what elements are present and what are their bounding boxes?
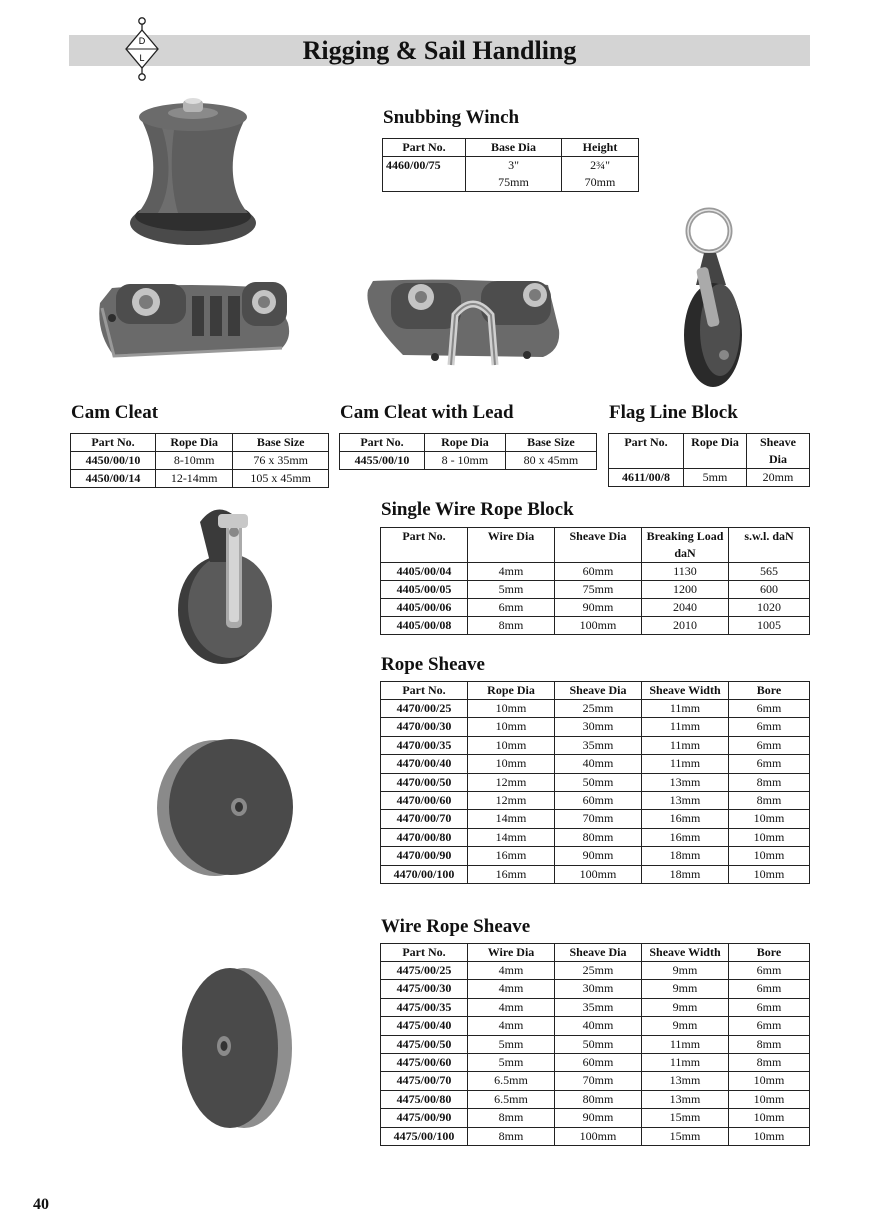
table-cell: 10mm: [729, 1090, 810, 1108]
table-cell: 76 x 35mm: [233, 452, 329, 470]
table-cell: 16mm: [468, 865, 555, 883]
table-row: [71, 452, 329, 470]
table-row: [381, 617, 810, 635]
table-row: [381, 1072, 810, 1090]
part-number-cell: 4470/00/100: [381, 865, 468, 883]
column-header: Rope Dia: [156, 434, 233, 452]
wire-rope-sheave-title: Wire Rope Sheave: [381, 916, 531, 937]
table-row: [381, 563, 810, 581]
table-row: [381, 980, 810, 998]
column-header: Sheave Width: [642, 944, 729, 962]
rope-sheave-image: [153, 738, 298, 878]
part-number-cell: 4475/00/90: [381, 1109, 468, 1127]
table-cell: 8mm: [468, 617, 555, 635]
header-bar: [69, 35, 810, 66]
table-row: [340, 452, 597, 470]
column-header: Height: [562, 139, 639, 157]
logo-letter-d: D: [138, 36, 146, 46]
part-number-cell: 4475/00/25: [381, 962, 468, 980]
table-cell: 50mm: [555, 1035, 642, 1053]
table-cell: 8 - 10mm: [425, 452, 506, 470]
table-cell: 75mm: [466, 174, 562, 192]
table-cell: 16mm: [642, 828, 729, 846]
table-cell: 8-10mm: [156, 452, 233, 470]
cam-cleat-table: [70, 433, 329, 488]
table-cell: 40mm: [555, 755, 642, 773]
table-cell: 11mm: [642, 700, 729, 718]
table-row: [381, 1090, 810, 1108]
part-number-cell: 4470/00/70: [381, 810, 468, 828]
table-cell: 100mm: [555, 617, 642, 635]
table-cell: 4mm: [468, 962, 555, 980]
table-cell: 5mm: [468, 1035, 555, 1053]
table-cell: 2¾": [562, 157, 639, 175]
table-cell: 80 x 45mm: [505, 452, 596, 470]
cam-cleat-with-lead-table: [339, 433, 597, 470]
table-cell: 6mm: [729, 755, 810, 773]
column-header: Sheave Dia: [555, 682, 642, 700]
table-row: [381, 581, 810, 599]
table-cell: 1200: [642, 581, 729, 599]
part-number-cell: 4450/00/14: [71, 470, 156, 488]
table-row: [381, 828, 810, 846]
part-number-cell: 4470/00/40: [381, 755, 468, 773]
table-cell: 16mm: [468, 847, 555, 865]
table-cell: 11mm: [642, 1054, 729, 1072]
table-cell: 25mm: [555, 700, 642, 718]
table-cell: 18mm: [642, 847, 729, 865]
table-cell: 10mm: [729, 1109, 810, 1127]
table-row: [381, 1127, 810, 1145]
table-cell: 1005: [729, 617, 810, 635]
column-header: s.w.l. daN: [729, 528, 810, 563]
table-cell: 9mm: [642, 980, 729, 998]
table-row: [381, 773, 810, 791]
column-header: Part No.: [381, 682, 468, 700]
table-cell: 11mm: [642, 736, 729, 754]
part-number-cell: 4470/00/90: [381, 847, 468, 865]
table-cell: 70mm: [555, 1072, 642, 1090]
table-cell: 105 x 45mm: [233, 470, 329, 488]
table-cell: 9mm: [642, 998, 729, 1016]
table-row: [383, 157, 639, 175]
column-header: Sheave Dia: [555, 528, 642, 563]
single-wire-rope-block-image: [170, 502, 280, 667]
part-number-cell: 4475/00/50: [381, 1035, 468, 1053]
part-number-cell: 4475/00/70: [381, 1072, 468, 1090]
table-cell: 20mm: [747, 469, 810, 487]
table-row: [381, 810, 810, 828]
table-cell: 80mm: [555, 1090, 642, 1108]
table-cell: 13mm: [642, 1090, 729, 1108]
part-number-cell: 4470/00/50: [381, 773, 468, 791]
table-cell: 12mm: [468, 773, 555, 791]
table-row: [381, 599, 810, 617]
part-number-cell: 4470/00/80: [381, 828, 468, 846]
flag-line-block-table: [608, 433, 810, 487]
column-header: Bore: [729, 682, 810, 700]
table-cell: 25mm: [555, 962, 642, 980]
table-cell: 6mm: [729, 1017, 810, 1035]
part-number-cell: 4470/00/30: [381, 718, 468, 736]
table-cell: 10mm: [468, 700, 555, 718]
table-cell: 18mm: [642, 865, 729, 883]
table-row: [71, 470, 329, 488]
column-header: Base Size: [233, 434, 329, 452]
part-number-cell: 4450/00/10: [71, 452, 156, 470]
part-number-cell: 4470/00/25: [381, 700, 468, 718]
part-number-cell: 4475/00/30: [381, 980, 468, 998]
table-cell: 35mm: [555, 998, 642, 1016]
cam-cleat-with-lead-title: Cam Cleat with Lead: [340, 402, 514, 423]
column-header: Bore: [729, 944, 810, 962]
rope-sheave-table: [380, 681, 810, 884]
column-header: Rope Dia: [684, 434, 747, 469]
table-row: [381, 1035, 810, 1053]
table-row: [381, 736, 810, 754]
table-cell: 9mm: [642, 962, 729, 980]
table-cell: 14mm: [468, 810, 555, 828]
part-number-cell: 4405/00/06: [381, 599, 468, 617]
single-wire-rope-block-table: [380, 527, 810, 635]
table-cell: 5mm: [468, 581, 555, 599]
table-cell: 13mm: [642, 773, 729, 791]
table-cell: 10mm: [468, 718, 555, 736]
table-cell: 11mm: [642, 718, 729, 736]
flag-line-block-image: [676, 205, 756, 390]
table-cell: 6mm: [468, 599, 555, 617]
table-row: [381, 792, 810, 810]
column-header: Breaking Load daN: [642, 528, 729, 563]
table-cell: 4mm: [468, 998, 555, 1016]
table-row: [381, 1109, 810, 1127]
column-header: Wire Dia: [468, 944, 555, 962]
part-number-cell: 4455/00/10: [340, 452, 425, 470]
table-cell: 90mm: [555, 599, 642, 617]
table-cell: 10mm: [729, 865, 810, 883]
part-number-cell: 4405/00/05: [381, 581, 468, 599]
table-cell: 5mm: [684, 469, 747, 487]
table-cell: 10mm: [729, 810, 810, 828]
table-cell: 6.5mm: [468, 1090, 555, 1108]
table-row: [381, 847, 810, 865]
table-cell: 8mm: [468, 1127, 555, 1145]
table-cell: 10mm: [468, 736, 555, 754]
snubbing-winch-table: [382, 138, 639, 192]
part-number-cell: 4475/00/100: [381, 1127, 468, 1145]
table-cell: 8mm: [729, 1035, 810, 1053]
table-cell: 15mm: [642, 1127, 729, 1145]
table-cell: 10mm: [729, 1072, 810, 1090]
wire-rope-sheave-table: [380, 943, 810, 1146]
table-cell: 13mm: [642, 792, 729, 810]
column-header: Wire Dia: [468, 528, 555, 563]
table-cell: 6mm: [729, 718, 810, 736]
column-header: Sheave Width: [642, 682, 729, 700]
table-row: [381, 1017, 810, 1035]
column-header: Part No.: [71, 434, 156, 452]
flag-line-block-title: Flag Line Block: [609, 402, 738, 423]
table-cell: 565: [729, 563, 810, 581]
dl-logo: [122, 16, 162, 82]
table-cell: 4mm: [468, 563, 555, 581]
column-header: Rope Dia: [468, 682, 555, 700]
rope-sheave-title: Rope Sheave: [381, 654, 485, 675]
part-number-cell: 4470/00/60: [381, 792, 468, 810]
table-cell: 8mm: [468, 1109, 555, 1127]
table-row: [381, 1054, 810, 1072]
table-cell: 1020: [729, 599, 810, 617]
table-cell: 6mm: [729, 736, 810, 754]
column-header: Part No.: [383, 139, 466, 157]
part-number-cell: 4460/00/75: [383, 157, 466, 175]
table-cell: 70mm: [555, 810, 642, 828]
table-cell: 11mm: [642, 755, 729, 773]
column-header: Sheave Dia: [555, 944, 642, 962]
table-cell: 10mm: [729, 828, 810, 846]
snubbing-winch-title: Snubbing Winch: [383, 107, 520, 128]
part-number-cell: 4475/00/60: [381, 1054, 468, 1072]
logo-letter-l: L: [139, 53, 145, 63]
column-header: Part No.: [609, 434, 684, 469]
cam-cleat-title: Cam Cleat: [71, 402, 159, 423]
table-cell: 6mm: [729, 980, 810, 998]
wire-rope-sheave-image: [178, 966, 298, 1131]
table-cell: 10mm: [729, 1127, 810, 1145]
table-cell: 75mm: [555, 581, 642, 599]
table-cell: 6mm: [729, 962, 810, 980]
table-cell: 30mm: [555, 980, 642, 998]
page-number: 40: [33, 1196, 49, 1213]
table-cell: 12mm: [468, 792, 555, 810]
table-cell: 100mm: [555, 865, 642, 883]
table-row: [381, 865, 810, 883]
table-cell: 2010: [642, 617, 729, 635]
table-row: [381, 700, 810, 718]
column-header: Part No.: [381, 944, 468, 962]
table-cell: 6.5mm: [468, 1072, 555, 1090]
table-row: [383, 174, 639, 192]
table-row: [381, 718, 810, 736]
table-cell: 35mm: [555, 736, 642, 754]
table-cell: 2040: [642, 599, 729, 617]
column-header: Part No.: [381, 528, 468, 563]
snubbing-winch-image: [128, 95, 258, 247]
column-header: Sheave Dia: [747, 434, 810, 469]
table-cell: 11mm: [642, 1035, 729, 1053]
table-cell: 80mm: [555, 828, 642, 846]
column-header: Base Size: [505, 434, 596, 452]
part-number-cell: 4611/00/8: [609, 469, 684, 487]
table-cell: 8mm: [729, 1054, 810, 1072]
table-cell: 40mm: [555, 1017, 642, 1035]
table-cell: 60mm: [555, 563, 642, 581]
table-cell: 12-14mm: [156, 470, 233, 488]
table-cell: 100mm: [555, 1127, 642, 1145]
table-cell: 4mm: [468, 980, 555, 998]
single-wire-rope-block-title: Single Wire Rope Block: [381, 499, 574, 520]
table-cell: 4mm: [468, 1017, 555, 1035]
table-cell: 70mm: [562, 174, 639, 192]
part-number-cell: 4405/00/08: [381, 617, 468, 635]
table-cell: 8mm: [729, 792, 810, 810]
table-cell: 9mm: [642, 1017, 729, 1035]
part-number-cell: 4475/00/40: [381, 1017, 468, 1035]
table-cell: 1130: [642, 563, 729, 581]
table-cell: 6mm: [729, 998, 810, 1016]
cam-cleat-image: [92, 278, 292, 363]
table-cell: 600: [729, 581, 810, 599]
part-number-cell: 4470/00/35: [381, 736, 468, 754]
table-cell: 10mm: [468, 755, 555, 773]
table-row: [381, 755, 810, 773]
table-cell: 13mm: [642, 1072, 729, 1090]
column-header: Part No.: [340, 434, 425, 452]
column-header: Rope Dia: [425, 434, 506, 452]
table-cell: 15mm: [642, 1109, 729, 1127]
column-header: Base Dia: [466, 139, 562, 157]
table-cell: 8mm: [729, 773, 810, 791]
table-cell: 5mm: [468, 1054, 555, 1072]
page-title: Rigging & Sail Handling: [302, 36, 577, 65]
table-cell: 90mm: [555, 847, 642, 865]
table-row: [381, 998, 810, 1016]
cam-cleat-with-lead-image: [363, 275, 563, 375]
table-row: [381, 962, 810, 980]
table-cell: 60mm: [555, 792, 642, 810]
table-cell: 60mm: [555, 1054, 642, 1072]
table-cell: 3": [466, 157, 562, 175]
table-cell: [383, 174, 466, 192]
table-cell: 90mm: [555, 1109, 642, 1127]
part-number-cell: 4405/00/04: [381, 563, 468, 581]
table-cell: 14mm: [468, 828, 555, 846]
table-cell: 50mm: [555, 773, 642, 791]
part-number-cell: 4475/00/80: [381, 1090, 468, 1108]
part-number-cell: 4475/00/35: [381, 998, 468, 1016]
table-cell: 30mm: [555, 718, 642, 736]
table-row: [609, 469, 810, 487]
table-cell: 6mm: [729, 700, 810, 718]
table-cell: 16mm: [642, 810, 729, 828]
table-cell: 10mm: [729, 847, 810, 865]
